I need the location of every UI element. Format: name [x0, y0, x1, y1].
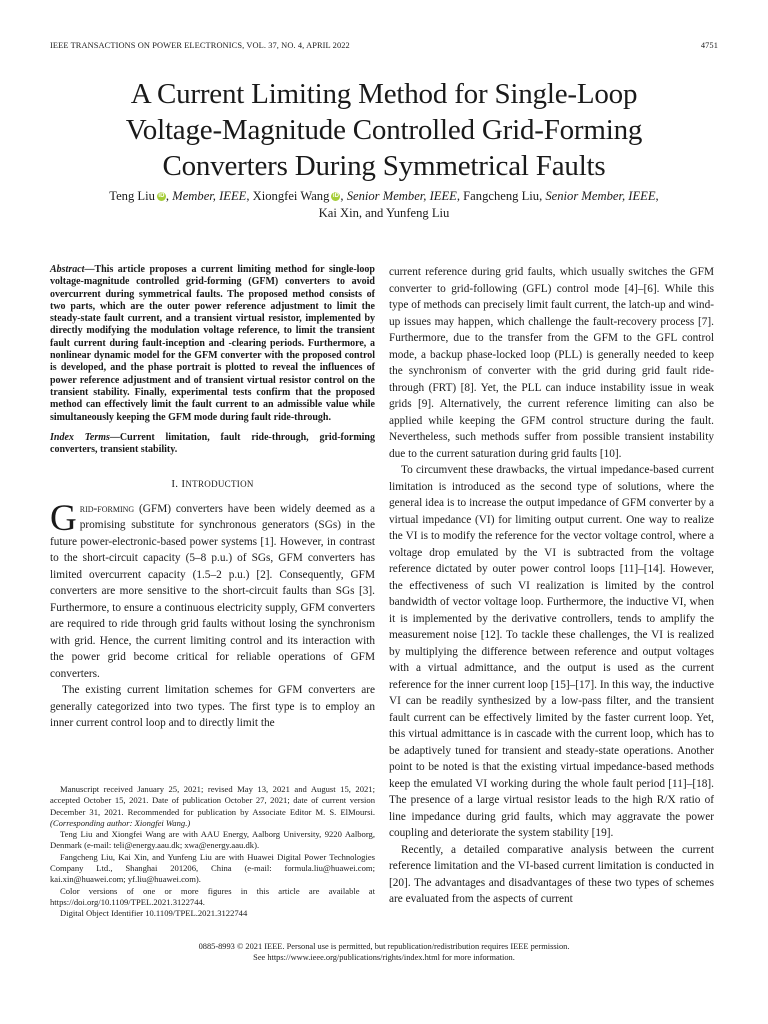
abstract-label: Abstract — [50, 264, 85, 275]
footnote-color-versions[interactable]: Color versions of one or more figures in this article are available at https://doi.org/10.1109/TPEL.2021.3122744. — [50, 885, 375, 907]
corresponding-author: (Corresponding author: Xiongfei Wang.) — [50, 817, 191, 828]
copyright-line-2[interactable]: See https://www.ieee.org/publications/rights/index.html for more information. — [253, 953, 515, 962]
title-line-2: Voltage-Magnitude Controlled Grid-Forming — [125, 114, 643, 146]
intro-paragraph-1 — [50, 497, 375, 683]
index-terms — [50, 432, 375, 457]
abstract-text: —This article proposes a current limiting method for single-loop voltage-magnitude controlled grid-forming (GFM) converters to avoid overcurrent during symmetrical faults. The proposed method consists of two parts, which are the outer power reference adjustment to limit the steady-state fault current, and a transient virtual resistor, implemented by directly modifying the modulation voltage reference, to limit the transient fault current during fault-inception and -clearing periods. Furthermore, a nonlinear dynamic model for the GFM converter with the proposed control is developed, and the phase portrait is plotted to reveal the influences of power reference adjustment and of transient virtual resistor control on the transient stability. Finally, experimental tests confirm that the proposed method can effectively limit the fault current to an admissible value while simultaneously keeping the GFM mode during fault ride-through. — [50, 264, 375, 423]
paper-title — [60, 76, 708, 184]
section-title-initial: I — [181, 478, 186, 491]
footnote-doi: Digital Object Identifier 10.1109/TPEL.2021.3122744 — [60, 908, 248, 919]
index-terms-label: Index Terms — [50, 431, 110, 443]
page-number: 4751 — [700, 41, 718, 50]
title-line-3: Converters During Symmetrical Faults — [162, 150, 606, 182]
author-membership: Senior Member, IEEE — [346, 189, 457, 203]
left-column — [50, 264, 375, 732]
intro-paragraph-2: The existing current limitation schemes for GFM converters are generally categorized into two types. The first type is to employ an inner current control loop and to directly limit the — [50, 684, 375, 730]
right-paragraph-2: To circumvent these drawbacks, the virtual impedance-based current limitation is introduced as the second type of solutions, where the general idea is to increase the output impedance of GFM converter by a virtual impedance (VI) for limiting output current. One way to realize the VI is to modify the reference for the vector voltage control, where a voltage drop emulated by the VI is subtracted from the voltage reference dictated by outer power control loops [11]–[14]. However, the effectiveness of such VI realization is limited by the control bandwidth of vector voltage loop. Furthermore, the inductive VI, when it is implemented by the derivative controllers, tends to amplify the measurement noise [12]. To tackle these challenges, the VI is realized by multiplying the difference between reference and output voltages with a virtual admittance, and the output is used as the current reference for the inner current loop [15]–[17]. In this way, the inductive VI can be readily synthesized by a low-pass filter, and the transient fault current can be effectively limited by the faster current loop. Yet, this virtual admittance is in cascade with the current loop, which has to be adaptively tuned for transient and steady-state operations. Another point to be noted is that the existing virtual impedance-based methods keep the emulated VI working during the whole fault period [11]–[18]. The presence of a large virtual resistor leads to the high R/X ratio of line impedance during grid faults, which may aggravate the power coupling and deteriorate the system stability [19]. — [389, 464, 714, 839]
right-column — [389, 264, 714, 908]
right-paragraph-3: Recently, a detailed comparative analysis between the current reference limitation and the VI-based current limitation is conducted in [20]. The advantages and disadvantages of these two types of schemes are evaluated from the aspects of current — [389, 843, 714, 905]
author-membership: Member, IEEE — [172, 189, 247, 203]
title-line-1: A Current Limiting Method for Single-Loop — [130, 78, 638, 110]
abstract — [50, 264, 375, 424]
author-names-line-2: Kai Xin, and Yunfeng Liu — [318, 206, 450, 220]
section-title-rest: NTRODUCTION — [185, 479, 254, 490]
author-name: Fangcheng Liu — [463, 189, 540, 203]
orcid-icon[interactable]: iD — [158, 193, 165, 199]
copyright-notice — [40, 941, 728, 963]
intro-p1-text: (GFM) converters have been widely deemed as a promising substitute for synchronous generators (SGs) in the future power-electronic-based power systems [1]. However, in contrast to the short-circuit capacity (5–8 p.u.) of SGs, GFM converters has limited overcurrent capacity (1.5–2 p.u.) [2]. Consequently, GFM converters are more sensitive to the short-circuit faults than SGs [3]. Furthermore, to ensure a continuous electricity supply, GFM converters are required to ride through grid faults without losing the synchronism with grid. Hence, the current limiting control and its interaction with the power grid become critical for reliable operations of GFM converters. — [50, 502, 375, 680]
author-list: Teng Liu iD , Member, IEEE, Xiongfei Wang iD , Senior Member, IEEE, Fangcheng Liu, Senior Member, IEEE, Kai Xin, and Yunfeng Liu — [109, 189, 659, 220]
footnote-dates: Manuscript received January 25, 2021; revised May 13, 2021 and August 15, 2021; accepted October 15, 2021. Date of publication October 27, 2021; date of current version December 31, 2021. Recommended for publication by Associate Editor M. S. ElMoursi. — [50, 784, 375, 817]
running-head — [50, 41, 718, 50]
index-terms-text: —Current limitation, fault ride-through, grid-forming converters, transient stability. — [50, 431, 375, 456]
intro-first-words: rid-forming — [79, 502, 135, 515]
section-heading — [50, 476, 375, 493]
footnote-affiliation-1: Teng Liu and Xiongfei Wang are with AAU Energy, Aalborg University, 9220 Aalborg, Denmark (e-mail: teli@energy.aau.dk; xwa@energy.aau.dk). — [50, 829, 375, 851]
copyright-line-1: 0885-8993 © 2021 IEEE. Personal use is permitted, but republication/redistribution requires IEEE permission. — [198, 942, 570, 951]
author-name: Xiongfei Wang — [252, 189, 330, 203]
drop-cap: G — [50, 497, 77, 539]
footnote-manuscript — [50, 784, 375, 829]
footnote-affiliation-2: Fangcheng Liu, Kai Xin, and Yunfeng Liu are with Huawei Digital Power Technologies Company Ltd., Shanghai 201206, China (e-mail: formula.liu@huawei.com; kai.xin@huawei.com; yf.liu@huawei.com). — [50, 851, 375, 885]
author-membership: Senior Member, IEEE — [545, 189, 656, 203]
journal-info: IEEE TRANSACTIONS ON POWER ELECTRONICS, VOL. 37, NO. 4, APRIL 2022 — [50, 41, 350, 50]
author-name: Teng Liu — [109, 189, 155, 203]
orcid-icon[interactable]: iD — [332, 193, 339, 199]
section-numeral: I. — [171, 478, 179, 491]
footnotes — [50, 784, 375, 920]
right-paragraph-1: current reference during grid faults, which usually switches the GFM converter to grid-following (GFL) control mode [4]–[6]. While this type of methods can precisely limit fault current, the latch-up and wind-up issues may happen, which challenge the fault-recovery process [7]. Furthermore, due to the transfer from the GFM to the GFL control mode, a backup phase-locked loop (PLL) is generally needed to keep the synchronism of converter with the grid during grid fault ride-through (FRT) [8]. Yet, the PLL can induce instability issue in weak grids [9]. Alternatively, the current reference limiting can also be applied while keeping the GFM control structure during the fault. Nevertheless, such methods suffer from possible transient instability due to the current saturation during grid faults [10]. — [389, 266, 714, 460]
